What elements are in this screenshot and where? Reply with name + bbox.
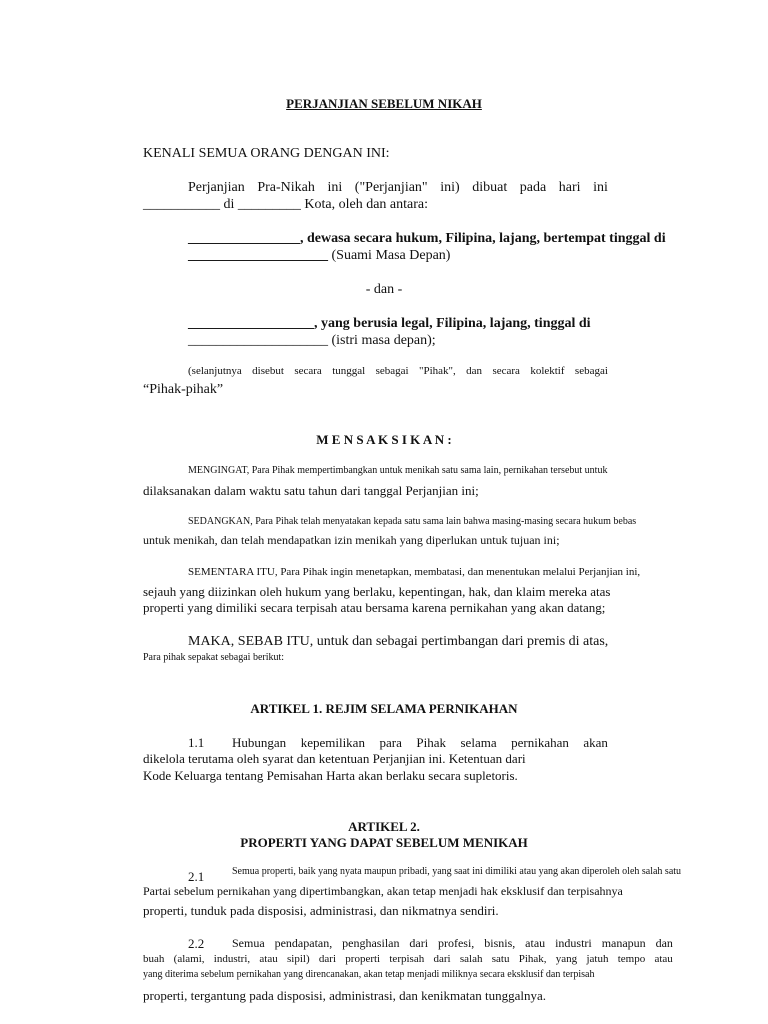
article-2-heading-line-1: ARTIKEL 2. [348,819,420,834]
parties-note-line-2: “Pihak-pihak” [143,382,224,397]
article-2-2-line-1 [232,937,673,949]
word: ini [327,180,343,195]
word: industri, [213,953,251,965]
recital-2-line-1: SEDANGKAN, Para Pihak telah menyatakan kepada satu sama lain bahwa masing-masing secara hukum bebas [188,516,637,527]
word: Pra-Nikah [257,180,315,195]
party-1-role: (Suami Masa Depan) [328,248,451,263]
word: dari [433,953,451,965]
word: pada [519,180,547,195]
party-1-address-blank: ____________________ [188,248,328,263]
word: salah [459,953,483,965]
article-1-heading: ARTIKEL 1. REJIM SELAMA PERNIKAHAN [250,701,518,716]
word: secara [492,365,520,377]
parties-note-line-1 [188,366,608,377]
word: pendapatan, [274,936,333,950]
word: Pihak, [518,953,547,965]
word: satu [491,953,510,965]
word: "Pihak", [418,365,456,377]
word: penghasilan [342,936,400,950]
word: tunggal [332,365,366,377]
word: secara [294,365,322,377]
article-1-1-line-1 [232,736,608,749]
word: dari [409,936,429,950]
word: disebut [252,365,284,377]
document-title: PERJANJIAN SEBELUM NIKAH [286,96,482,111]
word: kolektif [530,365,565,377]
word: Semua [232,936,265,950]
article-2-1-line-2: Partai sebelum pernikahan yang dipertimbangkan, akan tetap menjadi hak eksklusif dan terpisahnya [143,884,623,898]
party-2-line-2: ____________________ (istri masa depan); [188,333,436,348]
word: (selanjutnya [188,365,242,377]
paragraph-1-line-1 [188,181,608,195]
article-2-1-number: 2.1 [188,869,205,884]
recital-3-line-2: sejauh yang diizinkan oleh hukum yang berlaku, kepentingan, hak, dan klaim mereka atas [143,584,611,599]
now-therefore-line-2: Para pihak sepakat sebagai berikut: [143,652,285,663]
witness-heading: M E N S A K S I K A N : [316,432,452,447]
intro-heading: KENALI SEMUA ORANG DENGAN INI: [143,146,390,161]
recital-3-line-1: SEMENTARA ITU, Para Pihak ingin menetapkan, membatasi, dan menentukan melalui Perjanjian ini, [188,566,641,578]
word: dibuat [472,180,508,195]
word: yang [555,953,578,965]
word: terpisah [389,953,425,965]
word: hari [558,180,581,195]
word: bisnis, [484,936,516,950]
party-2-line-1: __________________, yang berusia legal, Filipina, lajang, tinggal di [188,316,591,331]
word: atau [654,953,673,965]
article-1-1-number: 1.1 [188,735,205,750]
word: ini) [440,180,460,195]
now-therefore-line-1: MAKA, SEBAB ITU, untuk dan sebagai pertimbangan dari premis di atas, [188,634,609,649]
word: sebagai [375,365,409,377]
article-2-heading-line-2: PROPERTI YANG DAPAT SEBELUM MENIKAH [240,835,528,850]
article-2-2-line-2 [143,954,673,965]
word: dari [318,953,337,965]
word: dan [655,936,673,950]
article-1-1-line-2: dikelola terutama oleh syarat dan ketentuan Perjanjian ini. Ketentuan dari [143,751,526,766]
article-2-1-line-3: properti, tunduk pada disposisi, administrasi, dan nikmatnya sendiri. [143,903,499,918]
party-1-line-1: ________________, dewasa secara hukum, Filipina, lajang, bertempat tinggal di [188,231,666,246]
word: manapun [601,936,646,950]
party-1-line-2 [188,249,450,263]
article-1-1-line-3: Kode Keluarga tentang Pemisahan Harta akan berlaku secara supletoris. [143,768,518,783]
word: profesi, [437,936,475,950]
word: (alami, [173,953,205,965]
article-2-2-number: 2.2 [188,936,205,951]
and-separator: - dan - [365,282,403,297]
word: Perjanjian [188,180,245,195]
recital-2-line-2: untuk menikah, dan telah mendapatkan izin menikah yang diperlukan untuk tujuan ini; [143,533,560,547]
word: pernikahan [511,735,569,750]
word: properti [345,953,381,965]
article-2-2-line-4: properti, tergantung pada disposisi, administrasi, dan kenikmatan tunggalnya. [143,988,547,1003]
article-2-2-line-3: yang diterima sebelum pernikahan yang direncanakan, akan tetap menjadi miliknya secara eksklusif dan terpisah [143,969,595,980]
word: sipil) [287,953,310,965]
word: atau [525,936,546,950]
recital-1-line-1: MENGINGAT, Para Pihak mempertimbangkan untuk menikah satu sama lain, pernikahan tersebut untuk [188,465,608,476]
word: Pihak [416,735,446,750]
word: akan [583,735,608,750]
word: dan [466,365,483,377]
word: buah [143,953,165,965]
recital-1-line-2: dilaksanakan dalam waktu satu tahun dari tanggal Perjanjian ini; [143,483,479,498]
paragraph-1-line-2: ___________ di _________ Kota, oleh dan antara: [143,197,429,212]
word: atau [259,953,278,965]
word: para [379,735,402,750]
article-2-1-line-1: Semua properti, baik yang nyata maupun pribadi, yang saat ini dimiliki atau yang akan diperoleh oleh salah satu [232,866,682,877]
word: jatuh [586,953,609,965]
word: Hubungan [232,735,287,750]
word: tempo [617,953,646,965]
word: kepemilikan [300,735,365,750]
word: ("Perjanjian" [354,180,428,195]
word: selama [460,735,497,750]
word: industri [555,936,592,950]
word: ini [593,180,608,195]
word: sebagai [574,365,608,377]
recital-3-line-3: properti yang dimiliki secara terpisah atau bersama karena pernikahan yang akan datang; [143,600,606,615]
